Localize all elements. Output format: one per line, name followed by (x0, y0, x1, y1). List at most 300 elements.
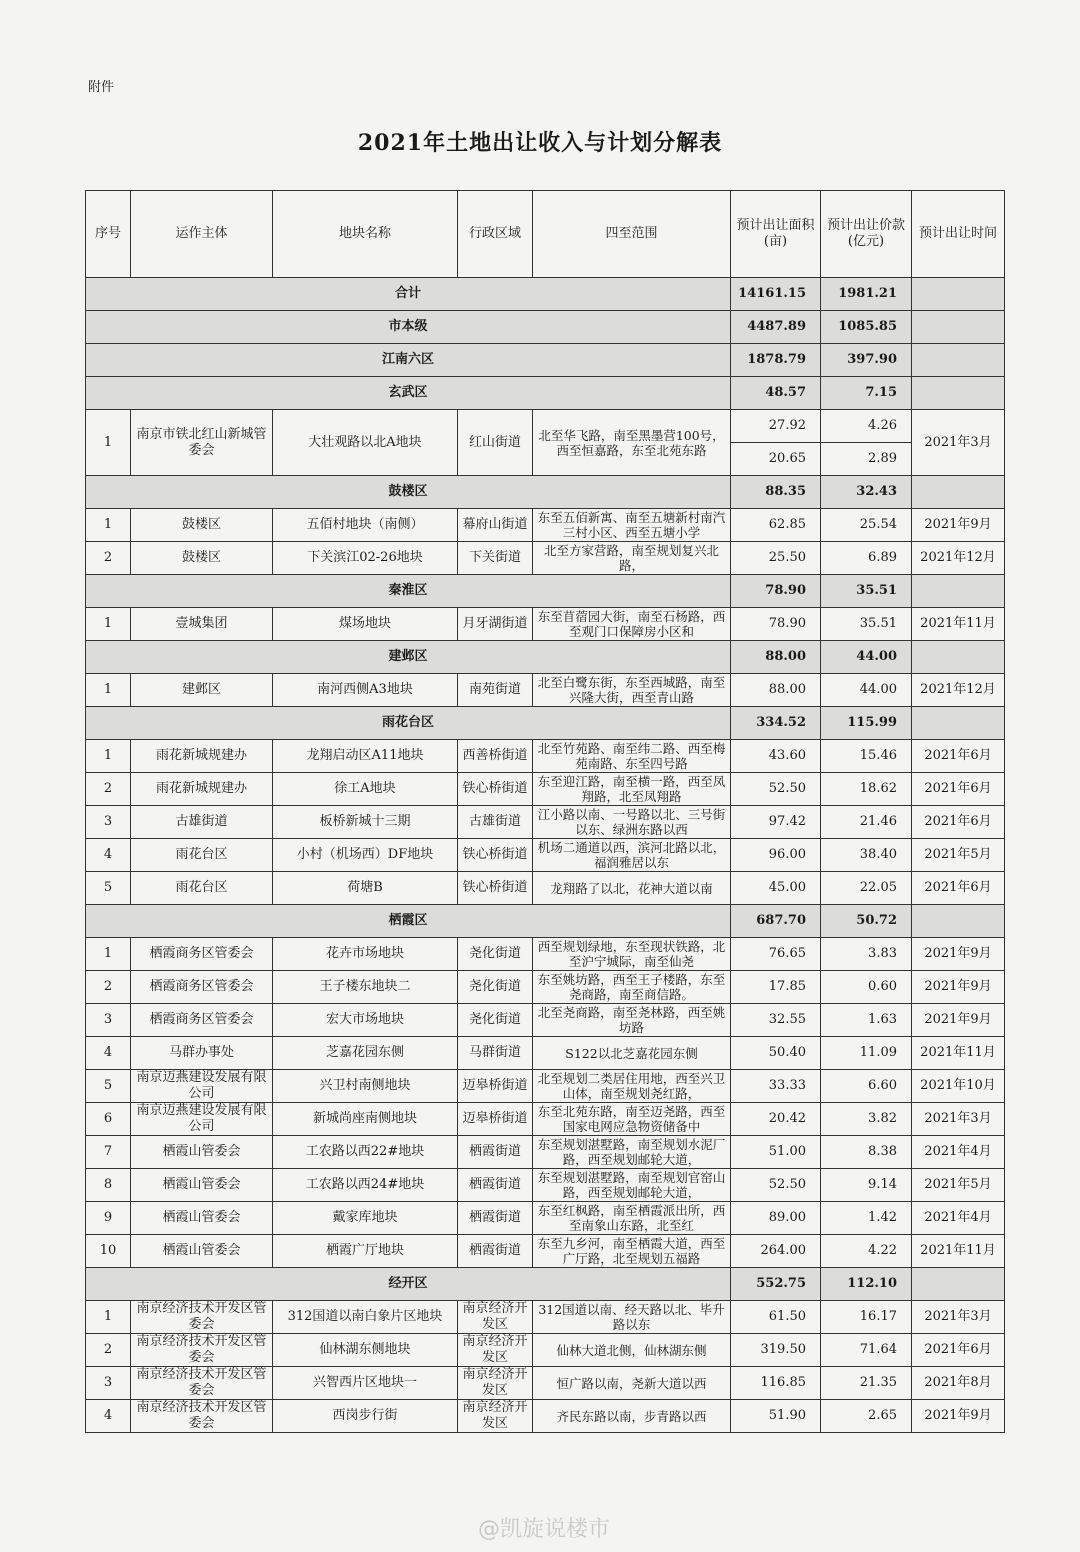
summary-row (86, 707, 1005, 740)
row-area: 78.90 (731, 608, 821, 641)
row-entity: 栖霞山管委会 (131, 1136, 273, 1169)
row-no: 9 (86, 1202, 131, 1235)
row-no: 5 (86, 1070, 131, 1103)
row-district: 幕府山街道 (458, 509, 533, 542)
table-row (86, 773, 1005, 806)
row-bounds (533, 674, 731, 707)
summary-area: 48.57 (731, 377, 821, 410)
row-price: 38.40 (821, 839, 912, 872)
row-time: 2021年6月 (912, 872, 1005, 905)
row-district: 南京经济开发区 (458, 1334, 533, 1367)
row-parcel: 栖霞广厅地块 (273, 1235, 458, 1268)
row-time: 2021年3月 (912, 410, 1005, 476)
row-price: 15.46 (821, 740, 912, 773)
summary-price: 397.90 (821, 344, 912, 377)
summary-label: 栖霞区 (86, 905, 731, 938)
bounds-text: 东至五佰新寓、南至五塘新村南汽三村小区、西至五塘小学 (537, 510, 726, 540)
table-row (86, 542, 1005, 575)
row-district: 尧化街道 (458, 1004, 533, 1037)
row-parcel: 新城尚座南侧地块 (273, 1103, 458, 1136)
row-district: 迈皋桥街道 (458, 1103, 533, 1136)
row-bounds (533, 1004, 731, 1037)
row-entity: 雨花新城规建办 (131, 773, 273, 806)
summary-label: 鼓楼区 (86, 476, 731, 509)
row-district: 下关街道 (458, 542, 533, 575)
col-header-time: 预计出让时间 (912, 191, 1005, 278)
row-no: 1 (86, 1301, 131, 1334)
row-entity: 南京经济技术开发区管委会 (131, 1334, 273, 1367)
row-district: 栖霞街道 (458, 1202, 533, 1235)
row-no: 4 (86, 1037, 131, 1070)
row-district: 西善桥街道 (458, 740, 533, 773)
row-parcel: 徐工A地块 (273, 773, 458, 806)
row-entity: 栖霞商务区管委会 (131, 1004, 273, 1037)
row-district: 古雄街道 (458, 806, 533, 839)
summary-label: 合计 (86, 278, 731, 311)
summary-time (912, 311, 1005, 344)
row-price: 3.83 (821, 938, 912, 971)
summary-label: 雨花台区 (86, 707, 731, 740)
bounds-text: S122以北芝嘉花园东侧 (565, 1045, 698, 1061)
watermark: @凯旋说楼市 (478, 1517, 611, 1542)
row-price: 8.38 (821, 1136, 912, 1169)
row-bounds (533, 1136, 731, 1169)
summary-area: 88.35 (731, 476, 821, 509)
row-entity: 南京经济技术开发区管委会 (131, 1400, 273, 1433)
row-time: 2021年6月 (912, 773, 1005, 806)
row-parcel: 煤场地块 (273, 608, 458, 641)
row-time: 2021年12月 (912, 674, 1005, 707)
row-no: 4 (86, 1400, 131, 1433)
summary-row (86, 1268, 1005, 1301)
row-no: 2 (86, 1334, 131, 1367)
table-row (86, 1136, 1005, 1169)
row-entity: 壹城集团 (131, 608, 273, 641)
summary-label: 玄武区 (86, 377, 731, 410)
attachment-label: 附件 (88, 80, 115, 95)
table-row (86, 509, 1005, 542)
col-header-area: 预计出让面积(亩) (731, 191, 821, 278)
bounds-text: 东至红枫路，南至栖霞派出所，西至南象山东路，北至红 (537, 1203, 726, 1233)
table-row (86, 410, 1005, 443)
summary-area: 78.90 (731, 575, 821, 608)
row-bounds (533, 1103, 731, 1136)
row-price: 44.00 (821, 674, 912, 707)
row-bounds (533, 1169, 731, 1202)
row-entity: 雨花新城规建办 (131, 740, 273, 773)
table-row (86, 971, 1005, 1004)
row-no: 1 (86, 938, 131, 971)
row-no: 5 (86, 872, 131, 905)
bounds-text: 北至尧商路，南至尧林路，西至姚坊路 (537, 1005, 726, 1035)
row-time: 2021年4月 (912, 1202, 1005, 1235)
col-header-bounds: 四至范围 (533, 191, 731, 278)
row-price: 18.62 (821, 773, 912, 806)
row-district: 马群街道 (458, 1037, 533, 1070)
row-area: 264.00 (731, 1235, 821, 1268)
row-price: 11.09 (821, 1037, 912, 1070)
table-row (86, 1301, 1005, 1334)
row-district: 南京经济开发区 (458, 1301, 533, 1334)
bounds-text: 江小路以南、一号路以北、三号街以东、绿洲东路以西 (537, 807, 726, 837)
summary-price: 115.99 (821, 707, 912, 740)
table-row (86, 872, 1005, 905)
row-area: 51.00 (731, 1136, 821, 1169)
row-price: 3.82 (821, 1103, 912, 1136)
row-bounds (533, 1400, 731, 1433)
row-price: 21.35 (821, 1367, 912, 1400)
row-parcel: 下关滨江02-26地块 (273, 542, 458, 575)
row-area: 62.85 (731, 509, 821, 542)
col-header-entity: 运作主体 (131, 191, 273, 278)
summary-row (86, 377, 1005, 410)
row-parcel: 南河西侧A3地块 (273, 674, 458, 707)
summary-time (912, 278, 1005, 311)
row-area: 76.65 (731, 938, 821, 971)
row-entity: 马群办事处 (131, 1037, 273, 1070)
summary-row (86, 278, 1005, 311)
row-no: 6 (86, 1103, 131, 1136)
bounds-text: 东至北苑东路，南至迈尧路，西至国家电网应急物资储备中 (537, 1104, 726, 1134)
table-row (86, 1103, 1005, 1136)
row-time: 2021年4月 (912, 1136, 1005, 1169)
row-price: 25.54 (821, 509, 912, 542)
summary-row (86, 905, 1005, 938)
table-row (86, 740, 1005, 773)
table-row (86, 608, 1005, 641)
row-entity: 鼓楼区 (131, 542, 273, 575)
row-entity: 雨花台区 (131, 872, 273, 905)
summary-time (912, 641, 1005, 674)
table-row (86, 1004, 1005, 1037)
summary-area: 14161.15 (731, 278, 821, 311)
summary-price: 35.51 (821, 575, 912, 608)
col-header-parcel: 地块名称 (273, 191, 458, 278)
summary-price: 50.72 (821, 905, 912, 938)
summary-price: 44.00 (821, 641, 912, 674)
row-area: 96.00 (731, 839, 821, 872)
row-area: 61.50 (731, 1301, 821, 1334)
row-entity: 南京迈燕建设发展有限公司 (131, 1070, 273, 1103)
row-no: 3 (86, 1004, 131, 1037)
row-price: 1.42 (821, 1202, 912, 1235)
summary-price: 1085.85 (821, 311, 912, 344)
row-no: 3 (86, 1367, 131, 1400)
row-no: 8 (86, 1169, 131, 1202)
row-time: 2021年3月 (912, 1103, 1005, 1136)
row-parcel: 工农路以西22#地块 (273, 1136, 458, 1169)
summary-area: 88.00 (731, 641, 821, 674)
row-district: 尧化街道 (458, 971, 533, 1004)
row-price: 22.05 (821, 872, 912, 905)
row-parcel: 兴智西片区地块一 (273, 1367, 458, 1400)
row-time: 2021年9月 (912, 971, 1005, 1004)
row-district: 南苑街道 (458, 674, 533, 707)
row-price: 71.64 (821, 1334, 912, 1367)
row-bounds (533, 608, 731, 641)
row-area: 27.92 (731, 410, 821, 443)
col-header-district: 行政区域 (458, 191, 533, 278)
row-district: 铁心桥街道 (458, 839, 533, 872)
row-parcel: 兴卫村南侧地块 (273, 1070, 458, 1103)
row-no: 4 (86, 839, 131, 872)
summary-price: 1981.21 (821, 278, 912, 311)
row-time: 2021年11月 (912, 608, 1005, 641)
row-entity: 栖霞山管委会 (131, 1202, 273, 1235)
row-bounds (533, 1334, 731, 1367)
row-time: 2021年9月 (912, 509, 1005, 542)
summary-time (912, 707, 1005, 740)
table-row (86, 1037, 1005, 1070)
row-entity: 南京经济技术开发区管委会 (131, 1301, 273, 1334)
row-district: 铁心桥街道 (458, 872, 533, 905)
row-entity: 栖霞山管委会 (131, 1169, 273, 1202)
row-area: 32.55 (731, 1004, 821, 1037)
row-parcel: 仙林湖东侧地块 (273, 1334, 458, 1367)
row-area: 51.90 (731, 1400, 821, 1433)
bounds-text: 齐民东路以南，步青路以西 (556, 1408, 707, 1424)
summary-area: 4487.89 (731, 311, 821, 344)
col-header-price: 预计出让价款(亿元) (821, 191, 912, 278)
row-price: 2.89 (821, 443, 912, 476)
bounds-text: 北至竹苑路、南至纬二路、西至梅苑南路、东至四号路 (537, 741, 726, 771)
table-row (86, 1070, 1005, 1103)
row-bounds (533, 839, 731, 872)
row-entity: 鼓楼区 (131, 509, 273, 542)
row-no: 1 (86, 509, 131, 542)
row-parcel: 五佰村地块（南侧） (273, 509, 458, 542)
row-time: 2021年6月 (912, 806, 1005, 839)
row-district: 栖霞街道 (458, 1235, 533, 1268)
summary-row (86, 344, 1005, 377)
summary-time (912, 1268, 1005, 1301)
summary-price: 7.15 (821, 377, 912, 410)
table-row (86, 1400, 1005, 1433)
summary-time (912, 476, 1005, 509)
row-no: 2 (86, 542, 131, 575)
bounds-text: 仙林大道北侧，仙林湖东侧 (556, 1342, 707, 1358)
row-area: 20.65 (731, 443, 821, 476)
row-bounds (533, 872, 731, 905)
row-no: 7 (86, 1136, 131, 1169)
row-price: 6.60 (821, 1070, 912, 1103)
row-district: 栖霞街道 (458, 1169, 533, 1202)
row-bounds (533, 971, 731, 1004)
row-entity: 栖霞商务区管委会 (131, 971, 273, 1004)
row-entity: 栖霞商务区管委会 (131, 938, 273, 971)
row-time: 2021年11月 (912, 1037, 1005, 1070)
row-entity: 雨花台区 (131, 839, 273, 872)
row-entity: 建邺区 (131, 674, 273, 707)
table-row (86, 1367, 1005, 1400)
bounds-text: 西至规划绿地，东至现状铁路，北至沪宁城际，南至仙尧 (537, 939, 726, 969)
summary-area: 334.52 (731, 707, 821, 740)
land-plan-table (85, 190, 1005, 1433)
summary-label: 江南六区 (86, 344, 731, 377)
row-time: 2021年8月 (912, 1367, 1005, 1400)
row-bounds (533, 806, 731, 839)
row-no: 2 (86, 773, 131, 806)
row-district: 南京经济开发区 (458, 1367, 533, 1400)
row-entity: 南京迈燕建设发展有限公司 (131, 1103, 273, 1136)
row-bounds (533, 1070, 731, 1103)
row-price: 9.14 (821, 1169, 912, 1202)
row-time: 2021年12月 (912, 542, 1005, 575)
bounds-text: 东至规划湛墅路，南至规划水泥厂路，西至规划邮轮大道， (537, 1137, 726, 1167)
row-bounds (533, 410, 731, 476)
row-parcel: 王子楼东地块二 (273, 971, 458, 1004)
row-price: 35.51 (821, 608, 912, 641)
row-bounds (533, 773, 731, 806)
summary-area: 1878.79 (731, 344, 821, 377)
row-price: 16.17 (821, 1301, 912, 1334)
row-area: 116.85 (731, 1367, 821, 1400)
row-area: 88.00 (731, 674, 821, 707)
row-area: 97.42 (731, 806, 821, 839)
bounds-text: 东至苜蓿园大街，南至石杨路，西至观门口保障房小区和 (537, 609, 726, 639)
row-area: 319.50 (731, 1334, 821, 1367)
row-parcel: 西岗步行街 (273, 1400, 458, 1433)
bounds-text: 北至方家营路，南至规划复兴北路， (543, 543, 719, 573)
summary-label: 经开区 (86, 1268, 731, 1301)
row-bounds (533, 542, 731, 575)
row-parcel: 荷塘B (273, 872, 458, 905)
row-no: 10 (86, 1235, 131, 1268)
page-title: 2021年土地出让收入与计划分解表 (357, 130, 723, 156)
row-bounds (533, 1235, 731, 1268)
row-district: 铁心桥街道 (458, 773, 533, 806)
table-row (86, 1235, 1005, 1268)
summary-time (912, 575, 1005, 608)
summary-time (912, 344, 1005, 377)
row-bounds (533, 1202, 731, 1235)
bounds-text: 东至规划湛墅路，南至规划官窑山路，西至规划邮轮大道， (537, 1170, 726, 1200)
row-time: 2021年5月 (912, 839, 1005, 872)
row-price: 6.89 (821, 542, 912, 575)
row-district: 迈皋桥街道 (458, 1070, 533, 1103)
row-entity: 栖霞山管委会 (131, 1235, 273, 1268)
summary-row (86, 476, 1005, 509)
row-entity: 古雄街道 (131, 806, 273, 839)
row-area: 17.85 (731, 971, 821, 1004)
summary-label: 秦淮区 (86, 575, 731, 608)
row-no: 1 (86, 608, 131, 641)
row-no: 3 (86, 806, 131, 839)
bounds-text: 312国道以南、经天路以北、毕升路以东 (538, 1302, 725, 1332)
bounds-text: 东至九乡河，南至栖霞大道，西至广厅路，北至规划五福路 (537, 1236, 726, 1266)
row-district: 尧化街道 (458, 938, 533, 971)
summary-row (86, 641, 1005, 674)
row-area: 50.40 (731, 1037, 821, 1070)
row-area: 20.42 (731, 1103, 821, 1136)
bounds-text: 北至白鹭东街，东至西城路，南至兴隆大街，西至青山路 (537, 675, 726, 705)
table-row (86, 938, 1005, 971)
row-district: 栖霞街道 (458, 1136, 533, 1169)
table-row (86, 839, 1005, 872)
summary-row (86, 575, 1005, 608)
row-parcel: 板桥新城十三期 (273, 806, 458, 839)
row-no: 1 (86, 410, 131, 476)
bounds-text: 东至迎江路，南至横一路，西至凤翔路，北至凤翔路 (537, 774, 726, 804)
summary-area: 687.70 (731, 905, 821, 938)
summary-time (912, 905, 1005, 938)
row-area: 52.50 (731, 1169, 821, 1202)
row-no: 2 (86, 971, 131, 1004)
row-parcel: 工农路以西24#地块 (273, 1169, 458, 1202)
row-area: 89.00 (731, 1202, 821, 1235)
col-header-no: 序号 (86, 191, 131, 278)
row-district: 月牙湖街道 (458, 608, 533, 641)
row-bounds (533, 1301, 731, 1334)
row-parcel: 宏大市场地块 (273, 1004, 458, 1037)
row-entity: 南京经济技术开发区管委会 (131, 1367, 273, 1400)
table-row (86, 806, 1005, 839)
row-parcel: 龙翔启动区A11地块 (273, 740, 458, 773)
table-row (86, 1202, 1005, 1235)
row-area: 52.50 (731, 773, 821, 806)
summary-label: 建邺区 (86, 641, 731, 674)
row-parcel: 花卉市场地块 (273, 938, 458, 971)
row-no: 1 (86, 740, 131, 773)
summary-time (912, 377, 1005, 410)
row-bounds (533, 938, 731, 971)
bounds-text: 恒广路以南，尧新大道以西 (556, 1375, 707, 1391)
row-time: 2021年3月 (912, 1301, 1005, 1334)
bounds-text: 龙翔路了以北，花神大道以南 (550, 880, 713, 896)
row-entity: 南京市铁北红山新城管委会 (131, 410, 273, 476)
row-price: 0.60 (821, 971, 912, 1004)
row-no: 1 (86, 674, 131, 707)
row-district: 南京经济开发区 (458, 1400, 533, 1433)
table-row (86, 1334, 1005, 1367)
row-time: 2021年9月 (912, 938, 1005, 971)
row-bounds (533, 1367, 731, 1400)
row-parcel: 312国道以南白象片区地块 (273, 1301, 458, 1334)
table-header-row (86, 191, 1005, 278)
row-bounds (533, 509, 731, 542)
table-row (86, 674, 1005, 707)
row-parcel: 芝嘉花园东侧 (273, 1037, 458, 1070)
row-area: 45.00 (731, 872, 821, 905)
row-bounds (533, 1037, 731, 1070)
bounds-text: 北至规划二类居住用地，西至兴卫山体，南至规划尧红路， (537, 1071, 726, 1101)
bounds-text: 北至华飞路，南至黑墨营100号，西至恒嘉路，东至北苑东路 (538, 427, 725, 458)
row-time: 2021年5月 (912, 1169, 1005, 1202)
table-row (86, 1169, 1005, 1202)
row-parcel: 小村（机场西）DF地块 (273, 839, 458, 872)
bounds-text: 东至姚坊路，西至王子楼路，东至尧商路，南至商信路。 (537, 972, 726, 1002)
row-time: 2021年11月 (912, 1235, 1005, 1268)
row-price: 1.63 (821, 1004, 912, 1037)
row-area: 25.50 (731, 542, 821, 575)
row-time: 2021年6月 (912, 740, 1005, 773)
row-price: 4.26 (821, 410, 912, 443)
summary-price: 112.10 (821, 1268, 912, 1301)
bounds-text: 机场二通道以西，滨河北路以北，福润雅居以东 (537, 840, 726, 870)
row-time: 2021年10月 (912, 1070, 1005, 1103)
row-price: 21.46 (821, 806, 912, 839)
row-time: 2021年9月 (912, 1400, 1005, 1433)
row-price: 4.22 (821, 1235, 912, 1268)
row-area: 33.33 (731, 1070, 821, 1103)
row-district: 红山街道 (458, 410, 533, 476)
summary-label: 市本级 (86, 311, 731, 344)
row-time: 2021年6月 (912, 1334, 1005, 1367)
summary-area: 552.75 (731, 1268, 821, 1301)
row-time: 2021年9月 (912, 1004, 1005, 1037)
summary-row (86, 311, 1005, 344)
row-parcel: 大壮观路以北A地块 (273, 410, 458, 476)
